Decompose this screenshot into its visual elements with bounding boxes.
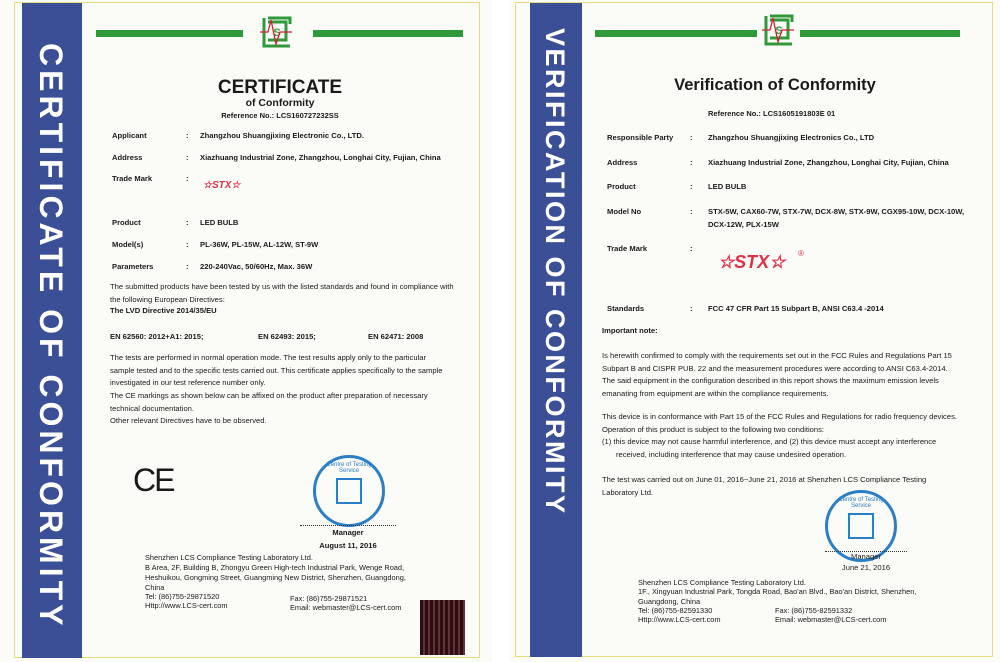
field-colon: :	[690, 182, 693, 191]
trademark-logo: ☆STX☆	[718, 252, 786, 272]
header-rule-left	[96, 30, 243, 37]
field-label: Product	[607, 182, 636, 191]
field-label: Parameters	[112, 262, 154, 271]
fax: Fax: (86)755-29871521	[290, 594, 368, 603]
tel: Tel: (86)755-82591330	[638, 606, 713, 615]
page-border	[515, 2, 993, 657]
lcs-logo-icon	[260, 16, 292, 48]
lab-name: Shenzhen LCS Compliance Testing Laboratory Ltd.	[145, 553, 313, 562]
email-link[interactable]: Email: webmaster@LCS-cert.com	[290, 603, 402, 612]
qr-code	[420, 600, 465, 655]
field-colon: :	[690, 133, 693, 142]
note-3: Other relevant Directives have to be observed.	[110, 416, 267, 425]
verification-page	[510, 0, 1000, 662]
signature-line	[300, 525, 396, 526]
field-colon: :	[690, 158, 693, 167]
field-colon: :	[690, 244, 693, 253]
field-colon: :	[186, 218, 189, 227]
standard-3: EN 62471: 2008	[368, 332, 424, 341]
signer-title: Manager	[332, 528, 364, 537]
field-value: STX-5W, CAX60-7W, STX-7W, DCX-8W, STX-9W, CGX95-10W, DCX-10W, DCX-12W, PLX-15W	[708, 207, 965, 229]
standard-2: EN 62493: 2015;	[258, 332, 316, 341]
field-value: PL-36W, PL-15W, AL-12W, ST-9W	[200, 240, 319, 249]
page-title: Verification of Conformity	[674, 76, 876, 94]
field-label: Standards	[607, 304, 645, 313]
ce-mark: CE	[133, 462, 174, 498]
field-value: 220-240Vac, 50/60Hz, Max. 36W	[200, 262, 313, 271]
note-1: The tests are performed in normal operation mode. The test results apply only to the particular sample tested and to the specific tests carried out. This certificate applies specifically to the sample investigated in our test reference number only.	[110, 353, 443, 387]
field-label: Model No	[607, 207, 642, 216]
reference-number: Reference No.: LCS1605191803E 01	[708, 109, 836, 118]
header-rule-left	[595, 30, 757, 37]
field-label: Address	[607, 158, 638, 167]
header-rule-right	[313, 30, 463, 37]
field-colon: :	[690, 304, 693, 313]
lcs-logo-icon	[762, 14, 794, 46]
field-colon: :	[186, 153, 189, 162]
field-label: Responsible Party	[607, 133, 674, 142]
header-rule-right	[800, 30, 960, 37]
certificate-page	[0, 0, 492, 662]
banner-text: VERIFICATION OF CONFORMITY	[540, 28, 570, 516]
field-colon: :	[690, 207, 693, 216]
field-label: Trade Mark	[607, 244, 648, 253]
sign-date: August 11, 2016	[319, 541, 377, 550]
standard-1: EN 62560: 2012+A1: 2015;	[110, 332, 204, 341]
field-value: LED BULB	[708, 182, 747, 191]
field-label: Trade Mark	[112, 174, 153, 183]
sign-date: June 21, 2016	[841, 563, 891, 572]
field-value: LED BULB	[200, 218, 239, 227]
field-label: Product	[112, 218, 141, 227]
note-3: (1) this device may not cause harmful interference, and (2) this device must accept any interference received, including interference that may cause undesired operation.	[602, 437, 937, 459]
email-link[interactable]: Email: webmaster@LCS-cert.com	[775, 615, 887, 624]
field-label: Model(s)	[112, 240, 144, 249]
fax: Fax: (86)755-82591332	[775, 606, 853, 615]
directive: The LVD Directive 2014/35/EU	[110, 306, 217, 315]
lab-address: B Area, 2F, Building B, Zhongyu Green High-tech Industrial Park, Wenge Road, Heshuikou, Gongming Street, Guangming New District, Shenzhen, Guangdong, China	[145, 563, 406, 592]
registered-mark: ®	[798, 249, 804, 258]
note-1: Is herewith confirmed to comply with the requirements set out in the FCC Rules and Regulations Part 15 Subpart B and CISPR PUB. 22 and the measurement procedures were according to ANSI C63.4-2014. The said equipment in the configuration described in this report shows the maximum emission levels emanating from equipment are within the compliance requirements.	[602, 351, 952, 398]
svg-text:S: S	[775, 25, 783, 37]
note-2: This device is in conformance with Part 15 of the FCC Rules and Regulations for radio frequency devices. Operation of this product is subject to the following two conditions:	[602, 412, 957, 434]
lab-address: 1F., Xingyuan Industrial Park, Tongda Road, Bao'an Blvd., Bao'an District, Shenzhen, Guangdong, China	[638, 587, 917, 606]
field-value: FCC 47 CFR Part 15 Subpart B, ANSI C63.4 -2014	[708, 304, 884, 313]
field-colon: :	[186, 262, 189, 271]
field-colon: :	[186, 174, 189, 183]
approval-stamp: Centre of Testing Service	[825, 490, 897, 562]
page-subtitle: of Conformity	[245, 97, 315, 109]
side-banner	[530, 3, 582, 657]
trademark-logo: ☆STX☆	[203, 180, 241, 191]
field-value: Xiazhuang Industrial Zone, Zhangzhou, Longhai City, Fujian, China	[708, 158, 949, 167]
field-colon: :	[186, 240, 189, 249]
field-value: Xiazhuang Industrial Zone, Zhangzhou, Longhai City, Fujian, China	[200, 153, 441, 162]
note-2: The CE markings as shown below can be affixed on the product after preparation of necessary technical documentation.	[110, 391, 428, 413]
field-label: Address	[112, 153, 143, 162]
field-value: Zhangzhou Shuangjixing Electronics Co., LTD	[708, 133, 875, 142]
signer-title: Manager	[851, 552, 881, 561]
svg-text:S: S	[273, 27, 281, 39]
reference-number: Reference No.: LCS160727232SS	[221, 111, 339, 120]
website-link[interactable]: Http://www.LCS-cert.com	[638, 615, 721, 624]
note-4: The test was carried out on June 01, 2016~June 21, 2016 at Shenzhen LCS Compliance Testing Laboratory Ltd.	[602, 475, 927, 497]
important-note-heading: Important note:	[602, 326, 658, 335]
field-value: Zhangzhou Shuangjixing Electronic Co., LTD.	[200, 131, 364, 140]
compliance-text: The submitted products have been tested by us with the listed standards and found in compliance with the following European Directives:	[110, 282, 454, 304]
field-label: Applicant	[112, 131, 147, 140]
page-title: CERTIFICATE	[217, 77, 343, 98]
website-link[interactable]: Http://www.LCS-cert.com	[145, 601, 228, 610]
banner-text: CERTIFICATE OF CONFORMITY	[33, 43, 69, 630]
field-colon: :	[186, 131, 189, 140]
lab-name: Shenzhen LCS Compliance Testing Laboratory Ltd.	[638, 578, 806, 587]
tel: Tel: (86)755-29871520	[145, 592, 220, 601]
approval-stamp: Centre of Testing Service	[313, 455, 385, 527]
